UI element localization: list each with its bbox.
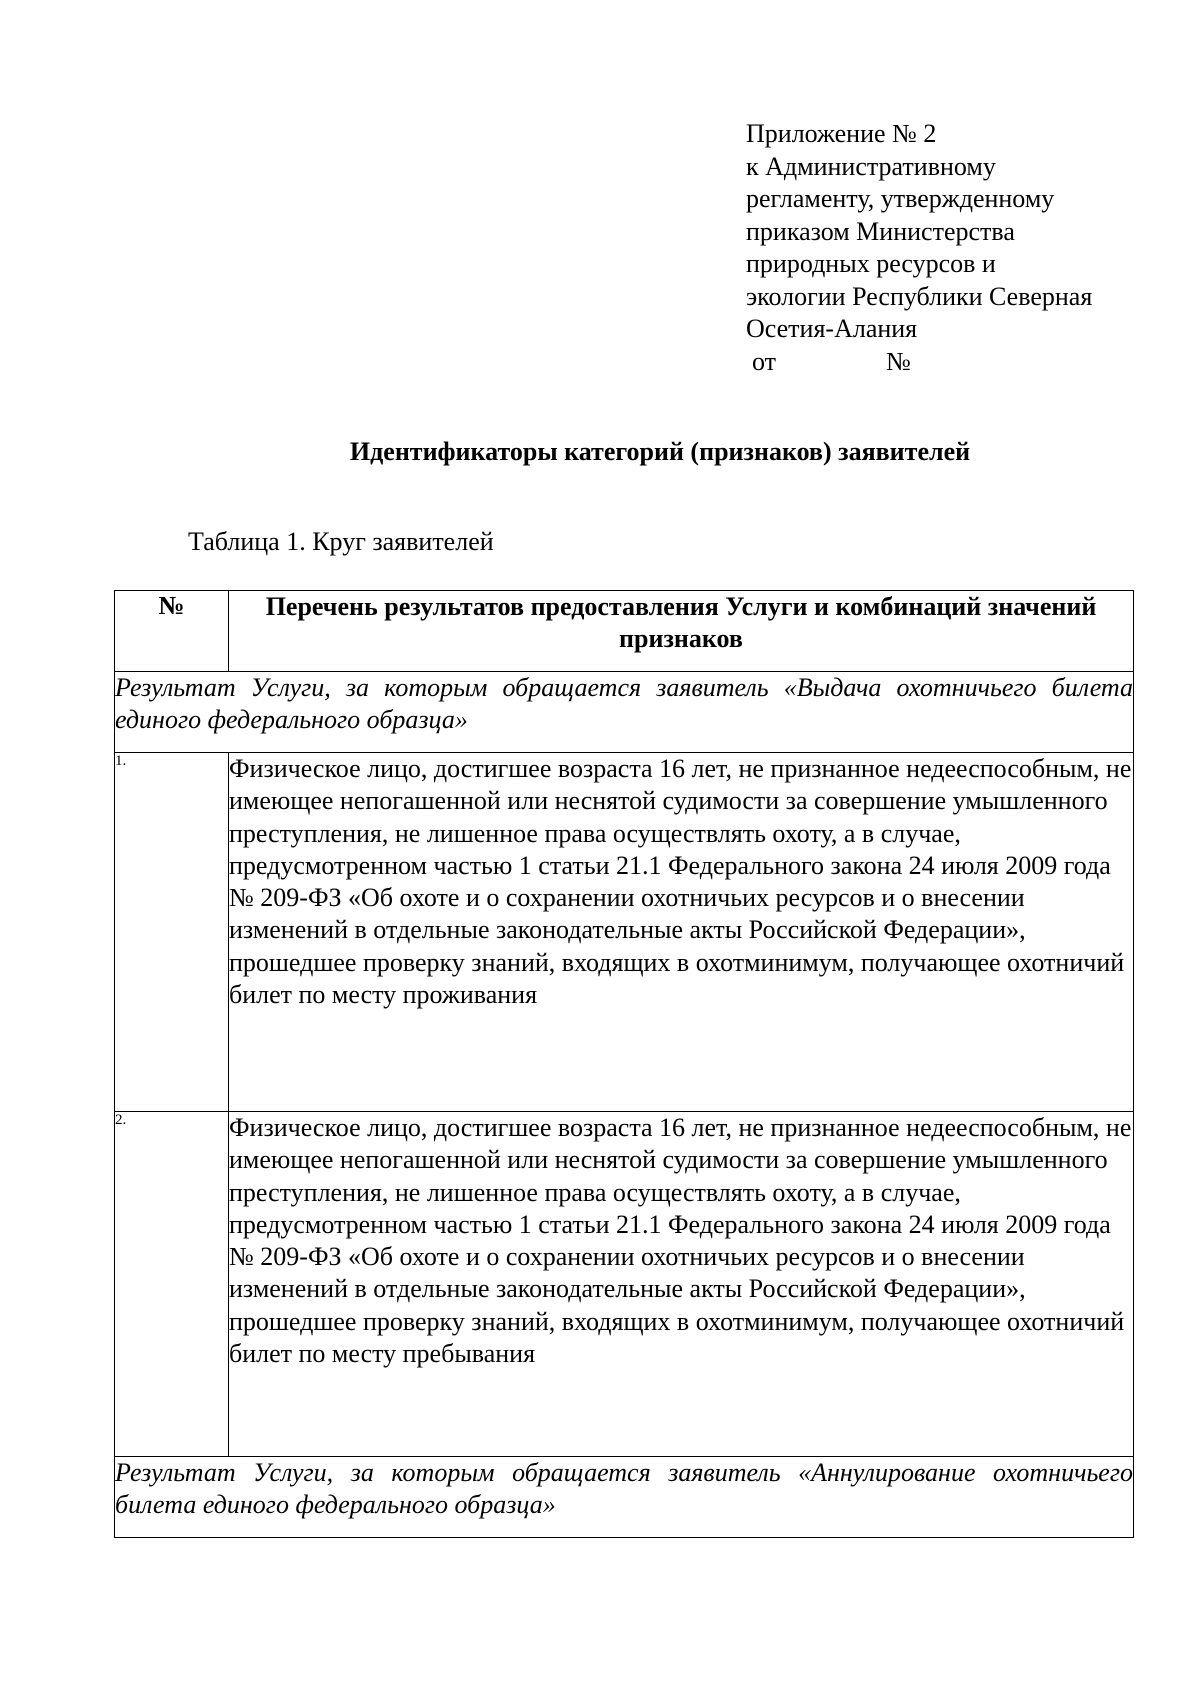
table-row [115,1112,1134,1457]
header-list: Перечень результатов предоставления Услуги и комбинаций значений признаков [229,591,1134,672]
row-number-2: 2. [115,1112,229,1457]
appendix-line-3: регламенту, утвержденному [746,184,1055,213]
appendix-line-4: приказом Министерства [746,216,1015,246]
table-row [115,753,1134,1112]
row-text-1: Физическое лицо, достигшее возраста 16 лет, не признанное недееспособным, не имеющее непогашенной или неснятой судимости за совершение умышленного преступления, не лишенное права осуществлять охоту, а в случае, предусмотренном частью 1 статьи 21.1 Федерального закона 24 июля 2009 года № 209-ФЗ «Об охоте и о сохранении охотничьих ресурсов и о внесении изменений в отдельные законодательные акты Российской Федерации», прошедшее проверку знаний, входящих в охотминимум, получающее охотничий билет по месту проживания [229,753,1134,1112]
appendix-line-1: Приложение № 2 [746,119,937,148]
date-prefix: от [752,346,777,376]
table-caption: Таблица 1. Круг заявителей [188,527,494,556]
appendix-line-7: Осетия-Алания [746,314,918,343]
table-header-row [115,591,1134,672]
appendix-line-6: экологии Республики Северная [746,281,1093,311]
appendix-line-5: природных ресурсов и [746,249,996,278]
result-row-1 [115,672,1134,753]
row-number-1: 1. [115,753,229,1112]
header-number: № [115,591,229,672]
applicants-table [114,590,1134,1538]
result-cell-2: Результат Услуги, за которым обращается заявитель «Аннулирование охотничьего билета единого федерального образца» [115,1457,1134,1538]
appendix-date-line [746,346,1166,379]
result-cell-1: Результат Услуги, за которым обращается заявитель «Выдача охотничьего билета единого федерального образца» [115,672,1134,753]
appendix-block [746,118,1166,378]
appendix-line-2: к Административному [746,151,996,181]
number-sign: № [886,346,911,376]
row-text-2: Физическое лицо, достигшее возраста 16 лет, не признанное недееспособным, не имеющее непогашенной или неснятой судимости за совершение умышленного преступления, не лишенное права осуществлять охоту, а в случае, предусмотренном частью 1 статьи 21.1 Федерального закона 24 июля 2009 года № 209-ФЗ «Об охоте и о сохранении охотничьих ресурсов и о внесении изменений в отдельные законодательные акты Российской Федерации», прошедшее проверку знаний, входящих в охотминимум, получающее охотничий билет по месту пребывания [229,1112,1134,1457]
result-row-2 [115,1457,1134,1538]
document-title: Идентификаторы категорий (признаков) заявителей [349,437,971,466]
